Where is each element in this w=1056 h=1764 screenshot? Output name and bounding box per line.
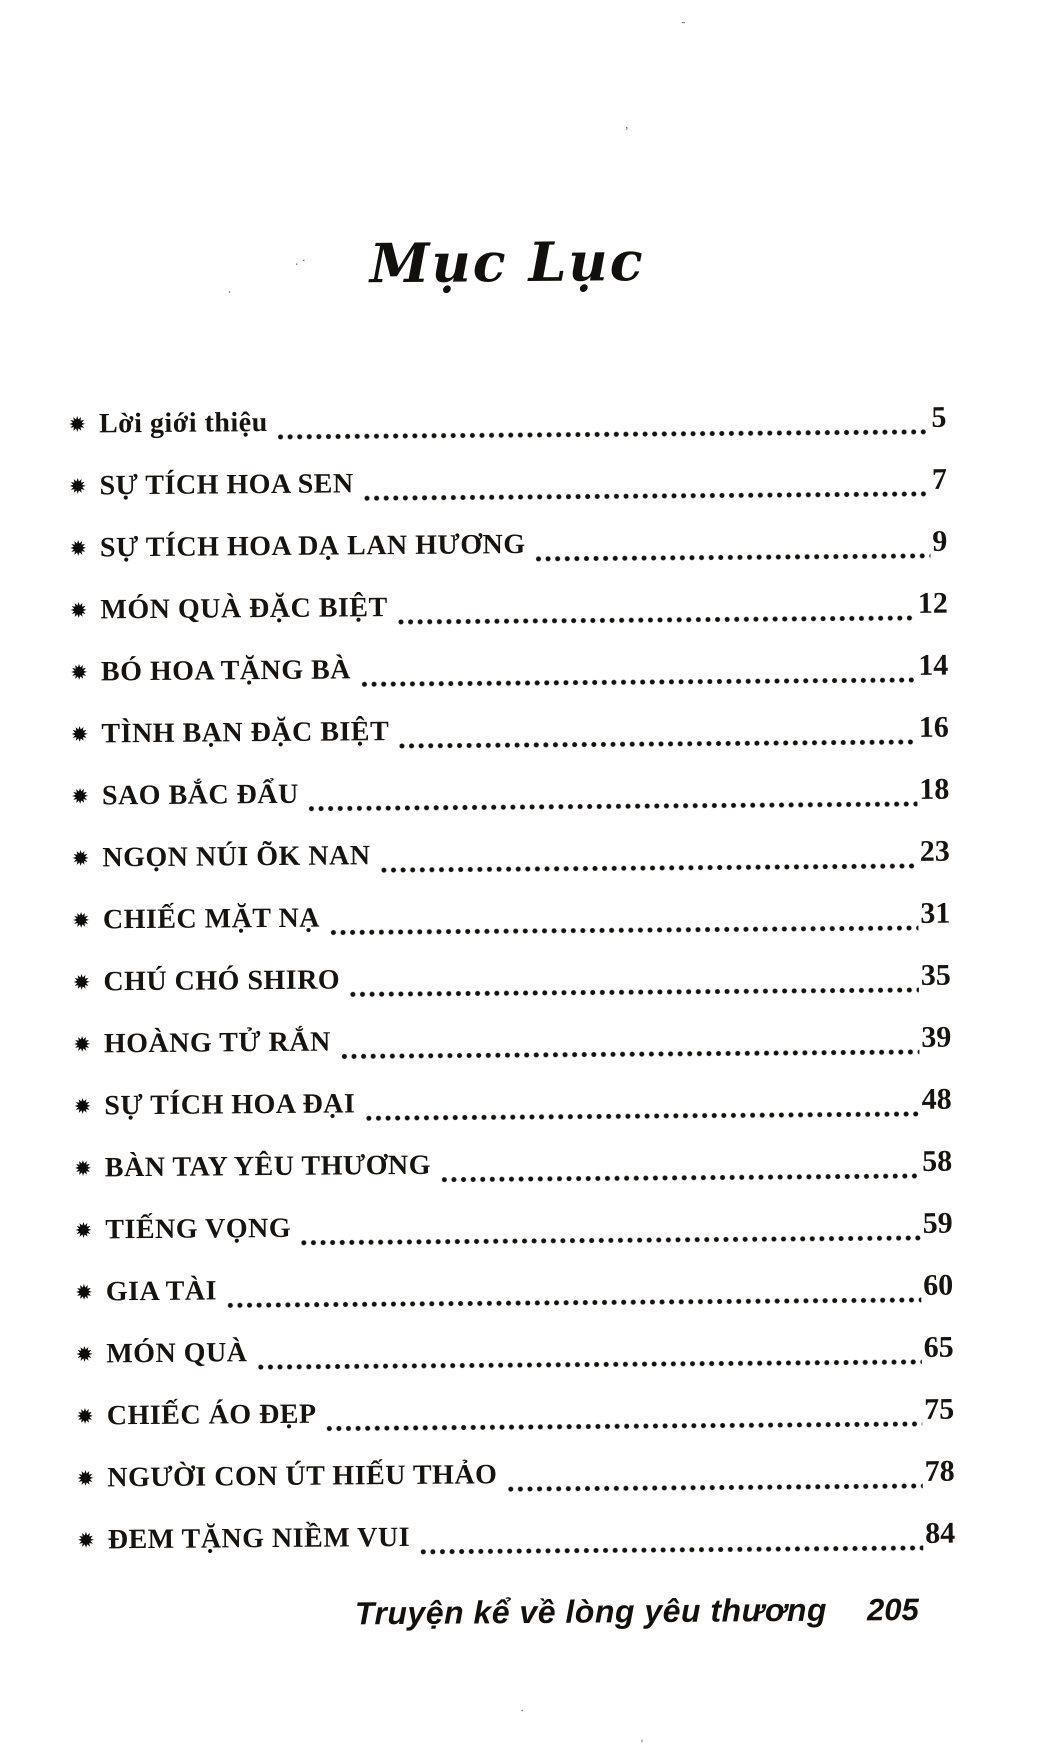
entry-page-number: 84 xyxy=(925,1516,956,1550)
toc-entry xyxy=(69,511,947,580)
dotted-leader xyxy=(278,429,930,440)
dotted-leader xyxy=(507,1483,922,1492)
entry-page-number: 18 xyxy=(919,772,950,806)
toc-entry xyxy=(76,1441,954,1510)
toc-entry xyxy=(74,1131,952,1200)
entry-title: CHIẾC ÁO ĐẸP xyxy=(106,1398,317,1432)
toc-entry xyxy=(76,1379,954,1448)
entry-title: NGỌN NÚI ÕK NAN xyxy=(102,840,371,874)
entry-page-number: 65 xyxy=(923,1330,954,1364)
flower-bullet-icon: ✹ xyxy=(70,721,89,747)
entry-page-number: 35 xyxy=(920,958,951,992)
flower-bullet-icon: ✹ xyxy=(76,1465,95,1491)
entry-title: Lời giới thiệu xyxy=(98,407,268,440)
entry-title: BÓ HOA TẶNG BÀ xyxy=(100,654,352,688)
entry-page-number: 78 xyxy=(924,1454,955,1488)
flower-bullet-icon: ✹ xyxy=(68,411,87,437)
entry-page-number: 23 xyxy=(919,834,950,868)
scan-artifact: , xyxy=(625,116,629,132)
entry-page-number: 59 xyxy=(922,1206,953,1240)
flower-bullet-icon: ✹ xyxy=(75,1341,94,1367)
scan-artifact: ' xyxy=(640,1736,644,1752)
dotted-leader xyxy=(364,491,930,501)
scan-artifact: . xyxy=(520,1699,524,1715)
dotted-leader xyxy=(365,1111,919,1121)
entry-title: BÀN TAY YÊU THƯƠNG xyxy=(104,1149,432,1184)
toc-entry xyxy=(72,883,950,952)
entry-page-number: 12 xyxy=(917,586,948,620)
dotted-leader xyxy=(227,1297,921,1308)
entry-title: MÓN QUÀ xyxy=(106,1337,248,1370)
dotted-leader xyxy=(420,1545,923,1555)
footer-page-number: 205 xyxy=(866,1591,919,1628)
dotted-leader xyxy=(330,925,918,936)
entry-page-number: 16 xyxy=(918,710,949,744)
flower-bullet-icon: ✹ xyxy=(69,535,88,561)
entry-title: SỰ TÍCH HOA DẠ LAN HƯƠNG xyxy=(99,529,526,564)
dotted-leader xyxy=(309,801,918,812)
flower-bullet-icon: ✹ xyxy=(74,1155,92,1181)
flower-bullet-icon: ✹ xyxy=(72,907,91,933)
entry-page-number: 58 xyxy=(922,1144,953,1178)
toc-entry xyxy=(70,573,948,642)
toc-entry xyxy=(72,821,950,890)
toc-entry xyxy=(75,1317,953,1386)
flower-bullet-icon: ✹ xyxy=(75,1279,93,1305)
entry-title: ĐEM TẶNG NIỀM VUI xyxy=(107,1521,411,1556)
scan-artifact: . · xyxy=(295,252,307,268)
entry-page-number: 5 xyxy=(931,400,947,434)
flower-bullet-icon: ✹ xyxy=(69,597,88,623)
dotted-leader xyxy=(301,1235,921,1246)
flower-bullet-icon: ✹ xyxy=(76,1403,94,1429)
entry-title: SỰ TÍCH HOA SEN xyxy=(99,468,354,502)
flower-bullet-icon: ✹ xyxy=(72,969,91,995)
dotted-leader xyxy=(258,1359,922,1370)
entry-page-number: 31 xyxy=(920,896,951,930)
toc-entry xyxy=(74,1069,952,1138)
entry-title: TÌNH BẠN ĐẶC BIỆT xyxy=(101,716,390,750)
toc-entry xyxy=(69,449,947,518)
entry-title: SỰ TÍCH HOA ĐẠI xyxy=(104,1088,356,1122)
dotted-leader xyxy=(361,677,916,687)
dotted-leader xyxy=(327,1421,923,1432)
toc-entry xyxy=(73,945,951,1014)
flower-bullet-icon: ✹ xyxy=(71,783,90,809)
toc-list xyxy=(68,387,955,1572)
flower-bullet-icon: ✹ xyxy=(71,845,90,871)
entry-page-number: 7 xyxy=(931,462,947,496)
dotted-leader xyxy=(341,1049,920,1060)
dotted-leader xyxy=(441,1173,920,1183)
flower-bullet-icon: ✹ xyxy=(77,1527,95,1553)
dotted-leader xyxy=(398,615,916,625)
entry-title: SAO BẮC ĐẨU xyxy=(101,778,299,812)
entry-title: TIẾNG VỌNG xyxy=(105,1212,292,1246)
flower-bullet-icon: ✹ xyxy=(73,1093,92,1119)
dotted-leader xyxy=(399,739,917,749)
entry-title: CHIẾC MẶT NẠ xyxy=(102,902,321,936)
dotted-leader xyxy=(536,553,931,562)
entry-title: MÓN QUÀ ĐẶC BIỆT xyxy=(100,592,388,626)
flower-bullet-icon: ✹ xyxy=(68,473,87,499)
toc-entry xyxy=(75,1255,953,1324)
page-title: Mục Lục xyxy=(369,229,645,296)
entry-page-number: 9 xyxy=(932,524,948,558)
page-footer xyxy=(6,1591,919,1635)
toc-entry xyxy=(71,759,949,828)
toc-entry xyxy=(73,1007,951,1076)
toc-entry xyxy=(77,1503,955,1572)
entry-title: HOÀNG TỬ RẮN xyxy=(103,1026,331,1060)
dotted-leader xyxy=(350,987,919,997)
flower-bullet-icon: ✹ xyxy=(70,659,89,685)
toc-entry xyxy=(70,635,948,704)
scan-artifact: · xyxy=(227,284,232,300)
entry-title: NGƯỜI CON ÚT HIẾU THẢO xyxy=(107,1459,498,1494)
entry-title: CHÚ CHÓ SHIRO xyxy=(103,964,341,998)
dotted-leader xyxy=(381,863,918,873)
entry-page-number: 39 xyxy=(921,1020,952,1054)
entry-page-number: 14 xyxy=(918,648,949,682)
scan-artifact: - xyxy=(681,13,686,29)
entry-page-number: 60 xyxy=(923,1268,954,1302)
entry-title: GIA TÀI xyxy=(105,1275,218,1308)
entry-page-number: 75 xyxy=(924,1392,955,1426)
flower-bullet-icon: ✹ xyxy=(73,1031,91,1057)
toc-entry xyxy=(71,697,949,766)
flower-bullet-icon: ✹ xyxy=(74,1217,93,1243)
toc-entry xyxy=(68,387,946,456)
toc-entry xyxy=(74,1193,952,1262)
footer-book-title: Truyện kể về lòng yêu thương xyxy=(354,1591,828,1632)
entry-page-number: 48 xyxy=(921,1082,952,1116)
